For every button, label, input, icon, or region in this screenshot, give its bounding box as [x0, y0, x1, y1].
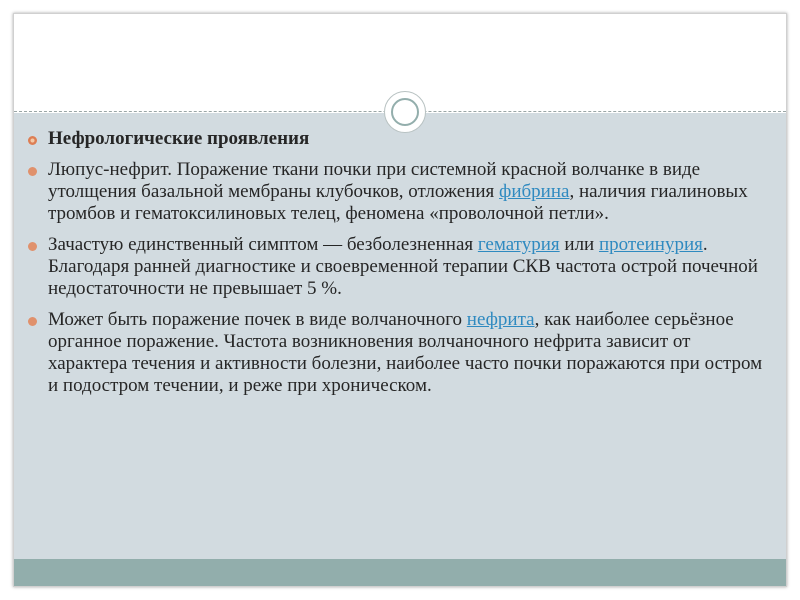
- bullet-icon: [28, 136, 37, 145]
- circle-ornament-inner: [391, 98, 419, 126]
- circle-ornament-icon: [384, 91, 426, 133]
- bullet-item: [28, 309, 768, 397]
- bullet-text: [48, 309, 768, 397]
- bullet-text-segment: Может быть поражение почек в виде волчаночного: [48, 309, 467, 330]
- bullet-text: [48, 234, 768, 300]
- bullet-text-segment: или: [559, 234, 599, 255]
- bullet-text: [48, 159, 768, 225]
- bullet-text-segment: , как наиболее серьёзное органное поражение. Частота возникновения волчаночного нефрита зависит от характера течения и активности болезни, наиболее часто почки поражаются при остром и подостром течении, и реже при хроническом.: [48, 309, 763, 396]
- wiki-link[interactable]: гематурия: [477, 234, 560, 255]
- bullet-list: [28, 128, 768, 406]
- bullet-text-segment: . Благодаря ранней диагностике и своевременной терапии СКВ частота острой почечной недостаточности не превышает 5 %.: [48, 234, 758, 299]
- wiki-link[interactable]: фибрина: [499, 181, 570, 202]
- bullet-icon: [28, 167, 37, 176]
- bullet-heading-item: [28, 128, 768, 150]
- bullet-icon: [28, 242, 37, 251]
- bullet-item: [28, 159, 768, 225]
- wiki-link[interactable]: нефрита: [466, 309, 535, 330]
- wiki-link[interactable]: протеинурия: [598, 234, 703, 255]
- section-heading: Нефрологические проявления: [48, 128, 310, 149]
- bullet-text-segment: Зачастую единственный симптом — безболезненная: [48, 234, 478, 255]
- footer-band: [14, 559, 786, 587]
- bullet-text-segment: , наличия гиалиновых тромбов и гематоксилиновых телец, феномена «проволочной петли».: [48, 181, 748, 224]
- bullet-icon: [28, 317, 37, 326]
- bullet-item: [28, 234, 768, 300]
- bullet-text-segment: Люпус-нефрит. Поражение ткани почки при системной красной волчанке в виде утолщения базальной мембраны клубочков, отложения: [48, 159, 701, 202]
